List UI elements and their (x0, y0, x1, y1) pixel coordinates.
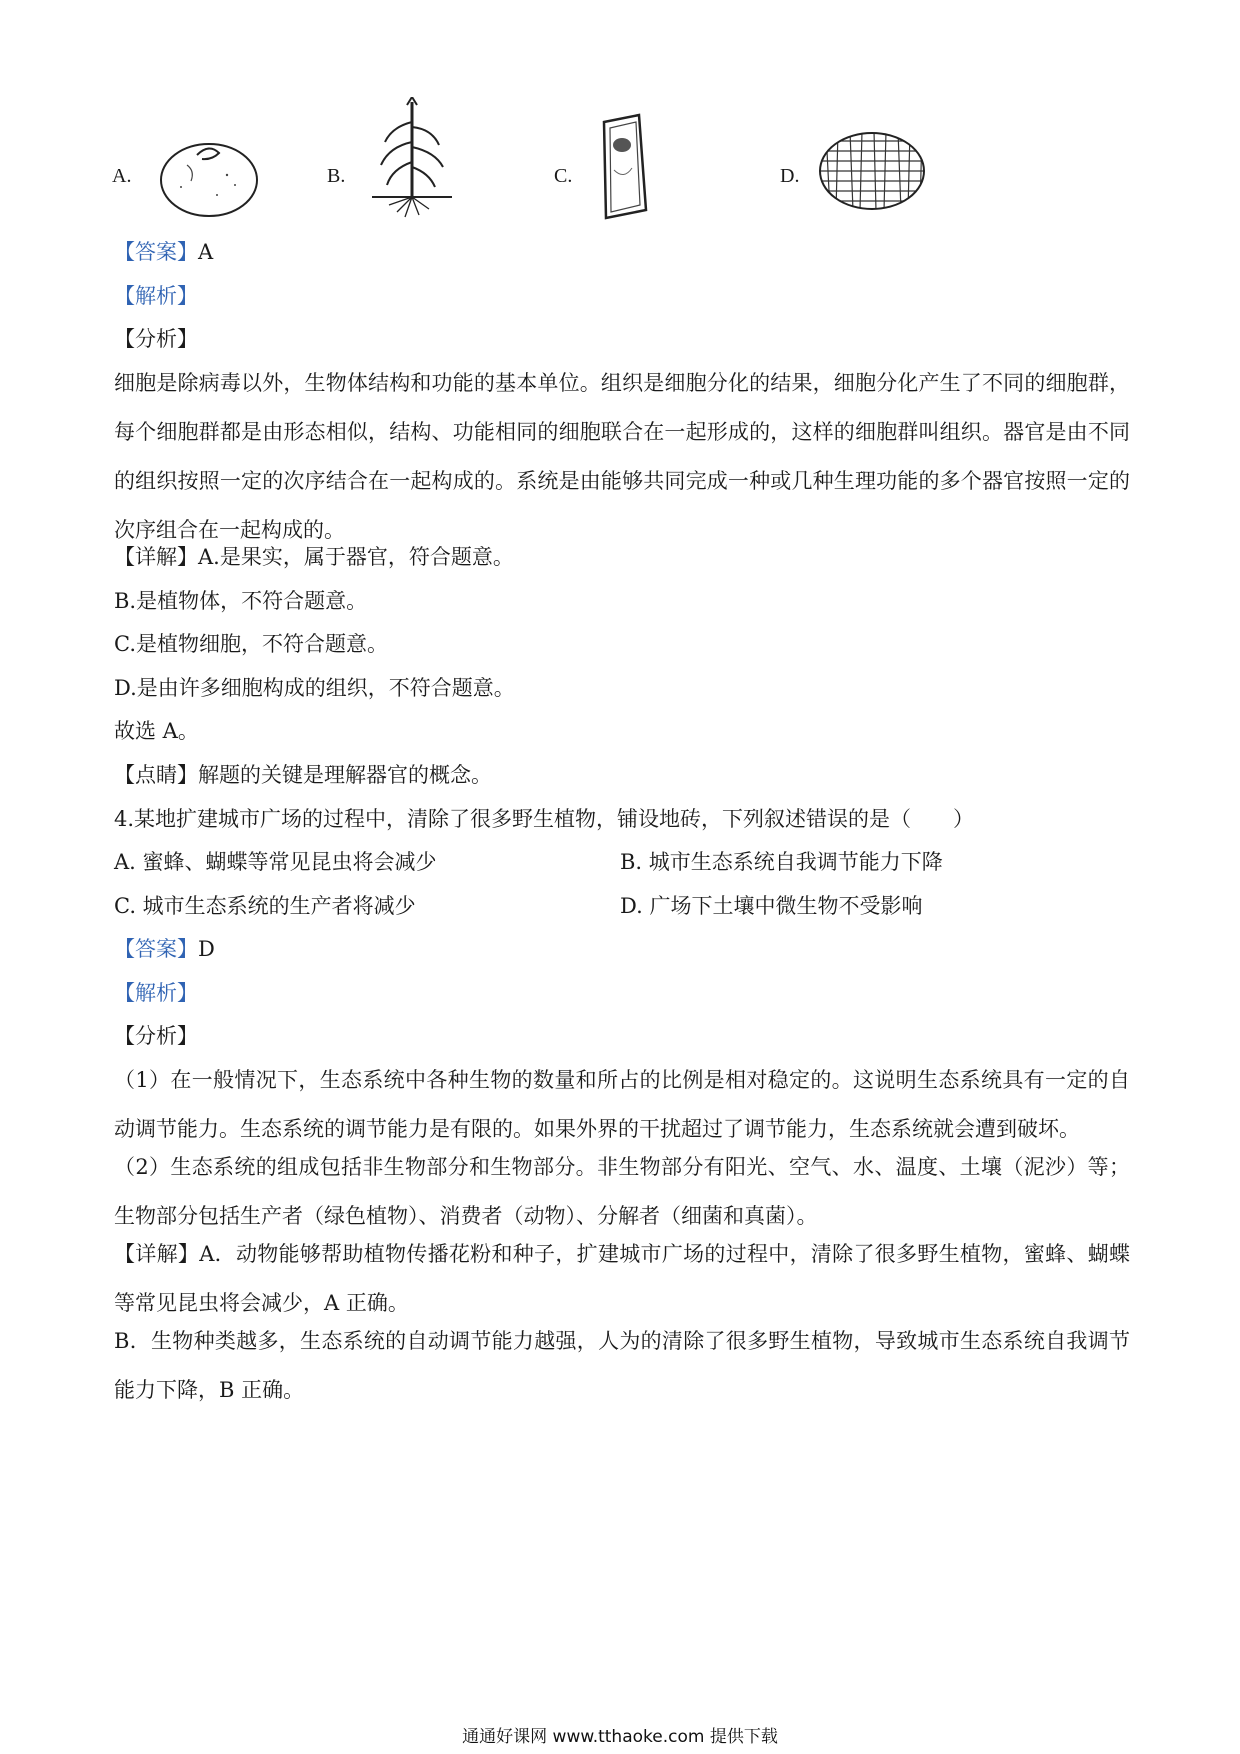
q3-detail-b: B.是植物体，不符合题意。 (114, 589, 368, 613)
answer-value: D (198, 937, 215, 961)
q4-answer-line (114, 934, 215, 964)
q4-fenxi-paragraph-1: （1）在一般情况下，生态系统中各种生物的数量和所占的比例是相对稳定的。这说明生态系统具有一定的自动调节能力。生态系统的调节能力是有限的。如果外界的干扰超过了调节能力，生态系统就会遭到破坏。 (114, 1068, 1130, 1141)
cell-tissue-icon (818, 131, 926, 211)
q4-analysis-line (114, 978, 198, 1008)
analysis-tag: 【解析】 (114, 981, 198, 1005)
tomato-fruit-icon (157, 135, 262, 220)
plant-cell-icon (594, 110, 654, 225)
fenxi-tag: 【分析】 (114, 327, 198, 351)
option-images-row (112, 105, 1072, 235)
q4-detail-a-paragraph (114, 1230, 1130, 1328)
q3-dianjing-line (114, 760, 492, 790)
page-footer: 通通好课网 www.tthaoke.com 提供下载 (462, 1727, 778, 1747)
analysis-tag: 【解析】 (114, 284, 198, 308)
option-d (780, 105, 980, 235)
q4-stem: 4.某地扩建城市广场的过程中，清除了很多野生植物，铺设地砖，下列叙述错误的是（ ） (114, 807, 975, 831)
q4-option-c: C. 城市生态系统的生产者将减少 (114, 894, 416, 918)
option-a-label: A. (112, 165, 132, 187)
corn-plant-icon (367, 97, 457, 222)
q4-option-b: B. 城市生态系统自我调节能力下降 (620, 850, 943, 874)
dianjing-text: 解题的关键是理解器官的概念。 (198, 763, 492, 787)
q4-fenxi-paragraph-2: （2）生态系统的组成包括非生物部分和生物部分。非生物部分有阳光、空气、水、温度、土壤（泥沙）等；生物部分包括生产者（绿色植物）、消费者（动物）、分解者（细菌和真菌）。 (114, 1155, 1130, 1228)
option-b-label: B. (327, 165, 346, 187)
detail-tag: 【详解】 (114, 1242, 200, 1266)
q3-choose: 故选 A。 (114, 719, 199, 743)
dianjing-tag: 【点睛】 (114, 763, 198, 787)
detail-a: A．动物能够帮助植物传播花粉和种子，扩建城市广场的过程中，清除了很多野生植物，蜜蜂、蝴蝶等常见昆虫将会减少，A 正确。 (114, 1242, 1131, 1315)
q4-option-a: A. 蜜蜂、蝴蝶等常见昆虫将会减少 (114, 850, 437, 874)
q4-fenxi-line (114, 1021, 198, 1051)
option-c (554, 105, 754, 235)
answer-value: A (198, 240, 214, 264)
q4-detail-b-paragraph: B．生物种类越多，生态系统的自动调节能力越强，人为的清除了很多野生植物，导致城市生态系统自我调节能力下降，B 正确。 (114, 1329, 1130, 1402)
q3-fenxi-line (114, 324, 198, 354)
q3-detail-c: C.是植物细胞，不符合题意。 (114, 632, 388, 656)
q3-analysis-line (114, 281, 198, 311)
q4-option-d: D. 广场下土壤中微生物不受影响 (620, 894, 923, 918)
detail-tag: 【详解】 (114, 545, 198, 569)
option-d-label: D. (780, 165, 800, 187)
option-a (112, 105, 312, 235)
option-b (327, 105, 527, 235)
answer-tag: 【答案】 (114, 240, 198, 264)
fenxi-tag: 【分析】 (114, 1024, 198, 1048)
q3-detail-a-line (114, 542, 514, 572)
q3-detail-d: D.是由许多细胞构成的组织，不符合题意。 (114, 676, 515, 700)
q3-answer-line (114, 237, 213, 267)
answer-tag: 【答案】 (114, 937, 198, 961)
option-c-label: C. (554, 165, 573, 187)
q3-fenxi-paragraph: 细胞是除病毒以外，生物体结构和功能的基本单位。组织是细胞分化的结果，细胞分化产生了不同的细胞群，每个细胞群都是由形态相似，结构、功能相同的细胞联合在一起形成的，这样的细胞群叫组织。器官是由不同的组织按照一定的次序结合在一起构成的。系统是由能够共同完成一种或几种生理功能的多个器官按照一定的次序组合在一起构成的。 (114, 371, 1130, 542)
detail-a: A.是果实，属于器官，符合题意。 (198, 545, 514, 569)
